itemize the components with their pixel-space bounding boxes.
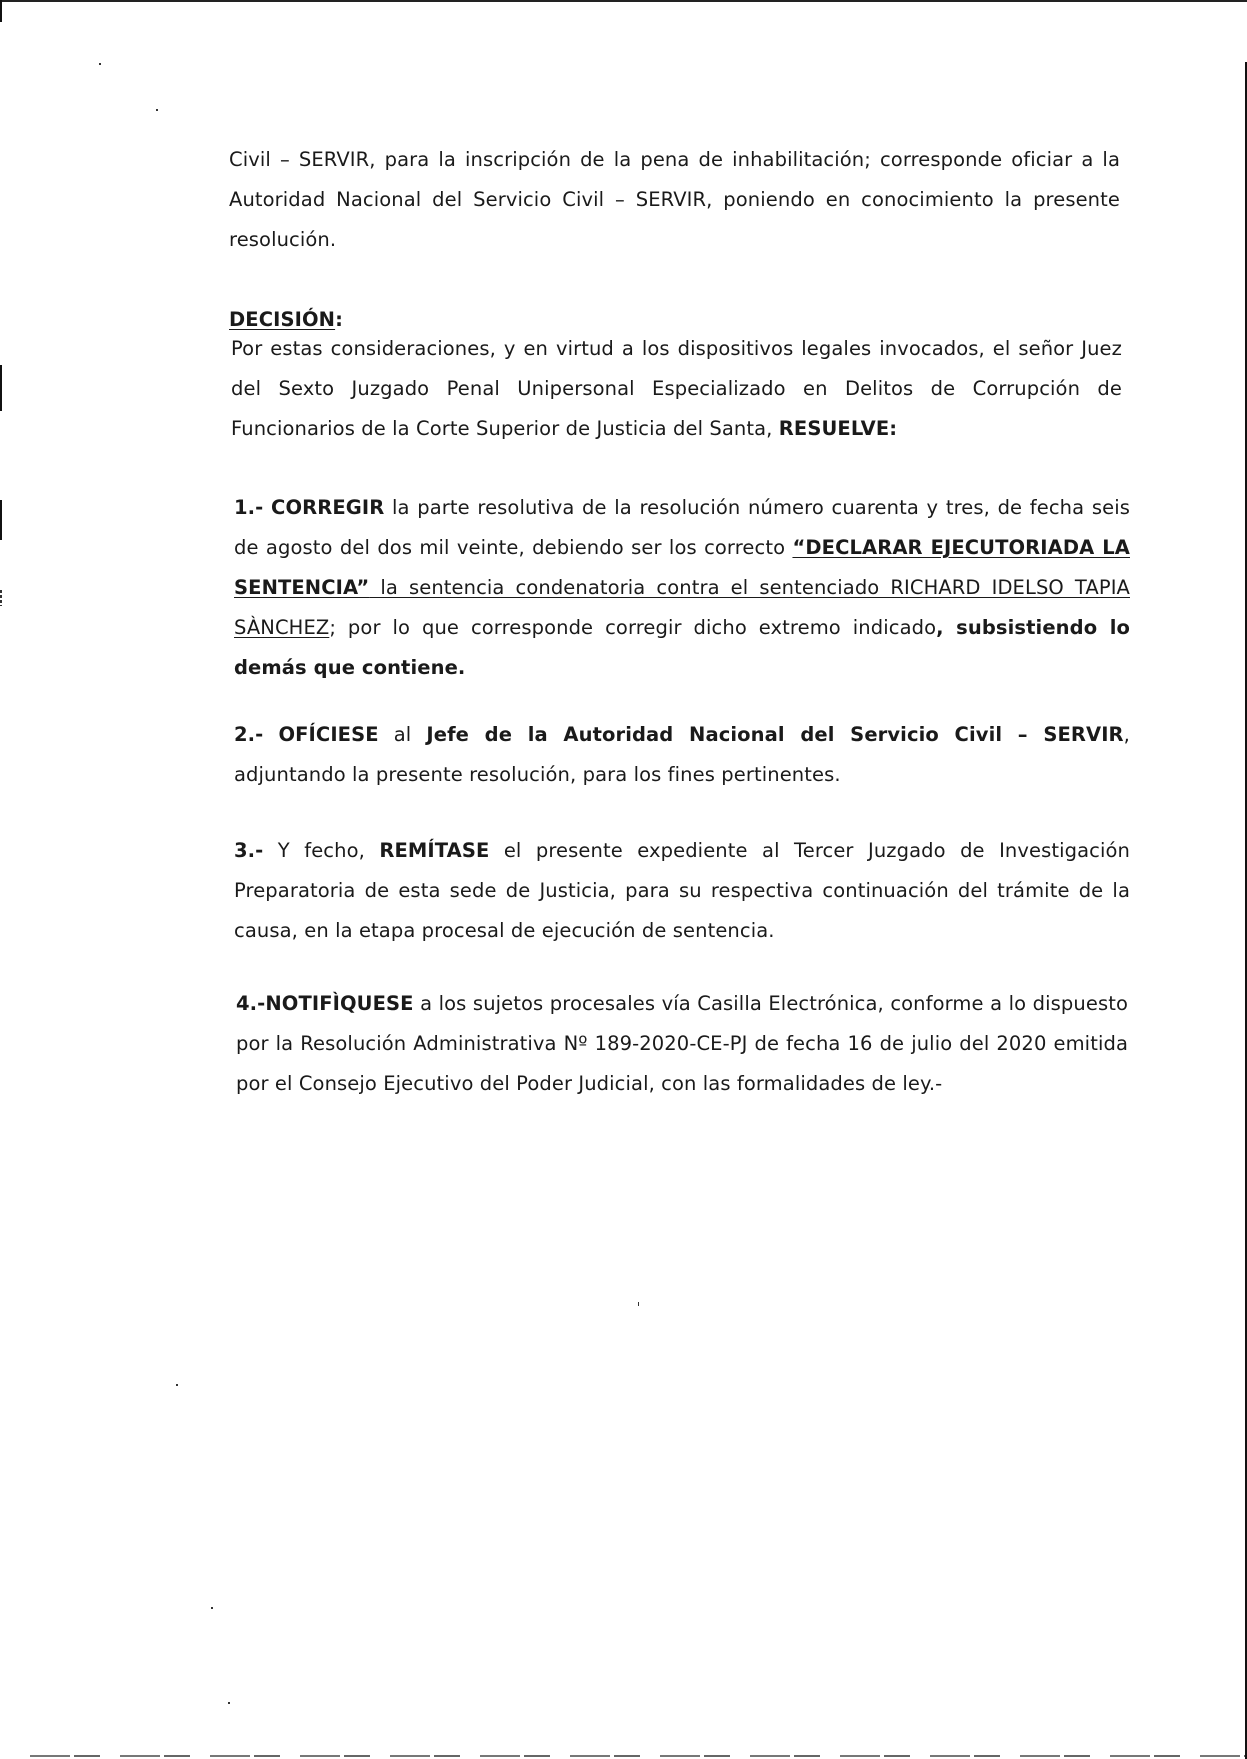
- scan-edge-left: [0, 500, 2, 540]
- item-number: 1.-: [234, 496, 264, 519]
- item-target: Jefe de la Autoridad Nacional del Servicio Civil – SERVIR: [426, 723, 1124, 746]
- item-text: al: [378, 723, 427, 746]
- item-verb: CORREGIR: [271, 496, 385, 519]
- scan-speck: [211, 1607, 213, 1609]
- scan-speck: [228, 1702, 230, 1704]
- intro-paragraph: [229, 140, 1120, 260]
- item-verb: NOTIFÌQUESE: [265, 992, 414, 1015]
- item-text: el presente expediente al Tercer Juzgado de Investigación Preparatoria de esta sede de Justicia, para su respectiva continuación del trámite de la causa, en la etapa procesal de ejecución de sentencia.: [234, 839, 1131, 942]
- decision-preamble: [231, 329, 1122, 449]
- item-text: a los sujetos procesales vía Casilla Electrónica, conforme a lo dispuesto por la Resolución Administrativa Nº 189-2020-CE-PJ de fecha 16 de julio del 2020 emitida por el Consejo Ejecutivo del Poder Judicial, con las formalidades de ley.-: [236, 992, 1128, 1095]
- item-text: , adjuntando la presente resolución, para los fines pertinentes.: [234, 723, 1130, 786]
- scan-edge-left: [0, 590, 2, 606]
- scan-edge-left: [0, 0, 2, 22]
- scan-speck: [99, 63, 101, 65]
- scan-speck: [156, 109, 158, 111]
- item-number: 3.-: [234, 839, 264, 862]
- item-number: 4.-: [236, 992, 266, 1015]
- item-text: ; por lo que corresponde corregir dicho extremo indicado: [329, 616, 937, 639]
- scan-edge-top: [0, 0, 1247, 2]
- resolution-item-3: [234, 831, 1130, 951]
- intro-text: Civil – SERVIR, para la inscripción de la pena de inhabilitación; corresponde oficiar a la Autoridad Nacional del Servicio Civil – SERVIR, poniendo en conocimiento la presente resolución.: [229, 148, 1120, 251]
- item-text: la parte resolutiva de la resolución número cuarenta y tres, de fecha seis de agosto del dos mil veinte, debiendo ser los correcto: [234, 496, 1130, 559]
- scan-edge-left: [0, 365, 2, 411]
- resolution-item-1: [234, 488, 1130, 688]
- scan-edge-bottom: [30, 1755, 1245, 1757]
- item-quoted-decision: “DECLARAR EJECUTORIADA LA SENTENCIA”: [234, 536, 1130, 599]
- item-number: 2.-: [234, 723, 264, 746]
- resuelve-label: RESUELVE:: [778, 417, 898, 440]
- resolution-item-4: [236, 984, 1128, 1104]
- scan-speck: [638, 1302, 639, 1306]
- resolution-item-2: [234, 715, 1130, 795]
- item-text: Y fecho,: [263, 839, 380, 862]
- item-closing: , subsistiendo lo demás que contiene.: [234, 616, 1130, 679]
- preamble-text: Por estas consideraciones, y en virtud a los dispositivos legales invocados, el señor Juez del Sexto Juzgado Penal Unipersonal Especializado en Delitos de Corrupción de Funcionarios de la Corte Superior de Justicia del Santa,: [231, 337, 1122, 440]
- item-verb: OFÍCIESE: [278, 723, 379, 746]
- decision-heading-colon: :: [335, 308, 343, 331]
- item-verb: REMÍTASE: [379, 839, 490, 862]
- scan-speck: [176, 1384, 178, 1386]
- item-underlined-text: la sentencia condenatoria contra el sentenciado RICHARD IDELSO TAPIA SÀNCHEZ: [234, 576, 1130, 639]
- decision-heading-label: DECISIÓN: [229, 308, 336, 331]
